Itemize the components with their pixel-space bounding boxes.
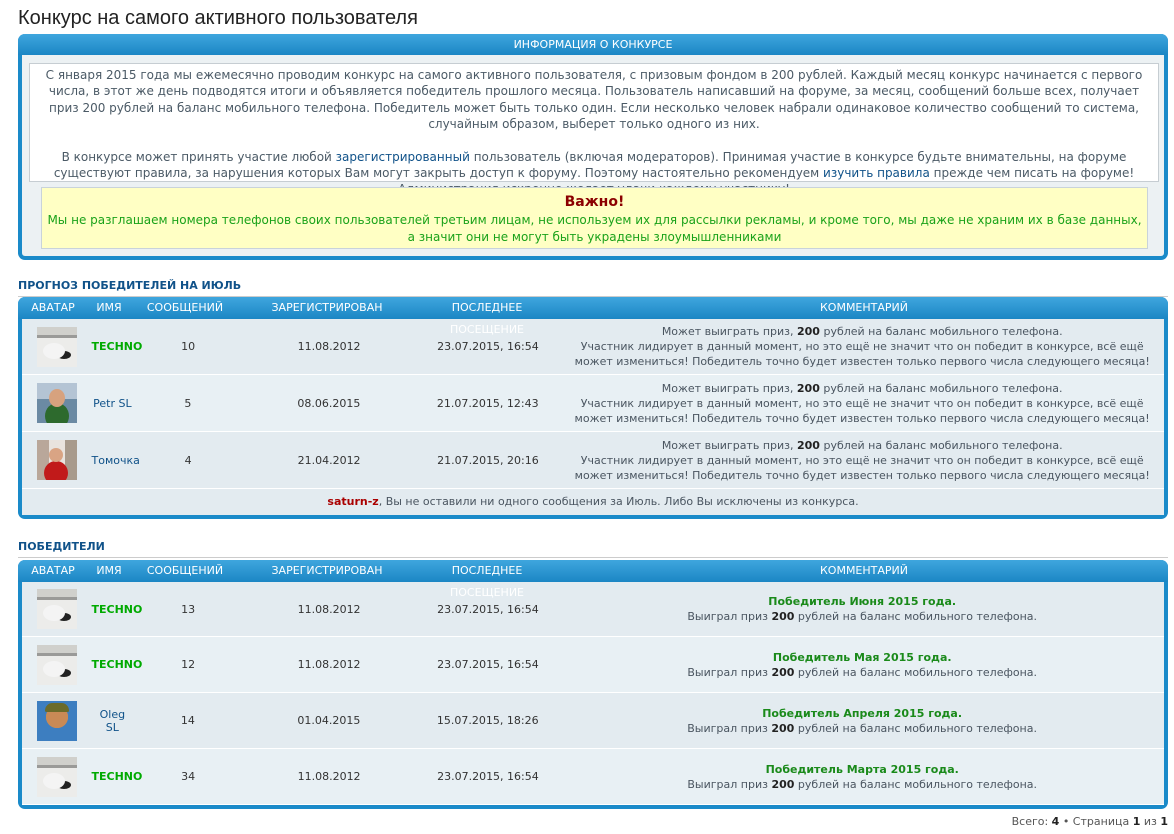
last-visit-cell: 23.07.2015, 16:54	[437, 340, 539, 353]
avatar[interactable]	[37, 383, 77, 423]
col-name: ИМЯ	[96, 301, 122, 314]
col-registered: ЗАРЕГИСТРИРОВАН	[271, 301, 383, 314]
important-text: Мы не разглашаем номера телефонов своих пользователей третьим лицам, не используем их для рассылки рекламы, и кроме того, мы даже не храним их в базе данных, а значит они не могут быть украдены злоумышленниками	[47, 213, 1142, 244]
user-status-text: , Вы не оставили ни одного сообщения за Июль. Либо Вы исключены из конкурса.	[378, 495, 859, 508]
name-cell	[92, 708, 134, 734]
table-row	[22, 375, 1164, 432]
avatar-cell	[22, 440, 92, 480]
comment-text: рублей на баланс мобильного телефона.	[819, 381, 1063, 395]
col-comment: КОММЕНТАРИЙ	[819, 564, 908, 577]
prize-amount: 200	[797, 438, 820, 452]
name-cell	[92, 397, 134, 410]
comment-cell	[560, 706, 1164, 736]
info-text-part: прежде чем писать на форуме!	[929, 166, 1135, 181]
current-page: 1	[1132, 815, 1141, 828]
posts-cell: 4	[184, 453, 192, 467]
user-status-note	[22, 489, 1164, 515]
total-count: 4	[1051, 815, 1060, 828]
posts-cell: 13	[181, 602, 196, 616]
avatar[interactable]	[37, 645, 77, 685]
winner-title: Победитель Апреля 2015 года.	[762, 706, 963, 720]
avatar-cell	[22, 645, 92, 685]
col-posts: СООБЩЕНИЙ	[146, 301, 224, 314]
forecast-section-title: ПРОГНОЗ ПОБЕДИТЕЛЕЙ НА ИЮЛЬ	[18, 279, 1168, 297]
name-cell	[91, 602, 143, 616]
col-registered: ЗАРЕГИСТРИРОВАН	[271, 564, 383, 577]
comment-text: Может выиграть приз,	[661, 438, 797, 452]
registered-cell: 21.04.2012	[297, 453, 361, 467]
avatar[interactable]	[37, 327, 77, 367]
posts-cell: 34	[181, 770, 196, 783]
user-link[interactable]: TECHNO	[91, 658, 143, 671]
prize-amount: 200	[771, 610, 795, 623]
name-cell	[91, 453, 140, 467]
user-link[interactable]: TECHNO	[91, 602, 143, 616]
comment-cell	[560, 594, 1164, 624]
avatar[interactable]	[37, 757, 77, 797]
table-row	[22, 749, 1164, 805]
pagination	[1012, 815, 1168, 828]
last-visit-cell: 23.07.2015, 16:54	[437, 770, 539, 783]
col-comment: КОММЕНТАРИЙ	[819, 301, 908, 314]
avatar-cell	[22, 589, 92, 629]
current-user-name[interactable]: saturn-z	[327, 495, 379, 508]
prize-amount: 200	[771, 777, 795, 791]
last-visit-cell: 21.07.2015, 20:16	[437, 453, 539, 467]
info-text-part: В конкурсе может принять участие любой	[61, 149, 336, 164]
comment-text: Выиграл приз	[687, 721, 772, 735]
name-cell	[91, 340, 143, 353]
page-label: • Страница	[1059, 815, 1133, 828]
winner-title: Победитель Июня 2015 года.	[768, 595, 957, 608]
of-label: из	[1140, 815, 1161, 828]
comment-text: Выиграл приз	[687, 665, 772, 679]
col-posts: СООБЩЕНИЙ	[146, 564, 224, 577]
comment-text: Выиграл приз	[687, 777, 772, 791]
user-link[interactable]: TECHNO	[91, 340, 143, 353]
info-paragraph-2	[38, 149, 1150, 182]
name-cell	[91, 770, 143, 783]
total-label: Всего:	[1011, 815, 1052, 828]
comment-text: рублей на баланс мобильного телефона.	[819, 438, 1063, 452]
prize-amount: 200	[796, 381, 820, 395]
comment-cell	[560, 650, 1164, 680]
table-row	[22, 319, 1164, 375]
col-avatar: АВАТАР	[31, 564, 75, 577]
page-title: Конкурс на самого активного пользователя	[18, 7, 418, 29]
comment-text: Может выиграть приз,	[661, 325, 797, 338]
registered-cell: 08.06.2015	[297, 396, 361, 410]
registered-link[interactable]: зарегистрированный	[335, 149, 470, 164]
registered-cell: 11.08.2012	[297, 658, 361, 671]
table-row	[22, 693, 1164, 749]
contest-info-panel	[18, 34, 1168, 260]
winners-section-title: ПОБЕДИТЕЛИ	[18, 540, 1168, 558]
user-link[interactable]: Petr SL	[93, 396, 132, 410]
table-row	[22, 582, 1164, 637]
total-pages: 1	[1160, 815, 1168, 828]
forecast-table	[18, 297, 1168, 519]
registered-cell: 01.04.2015	[297, 714, 361, 727]
table-row	[22, 432, 1164, 489]
winner-title: Победитель Марта 2015 года.	[765, 762, 959, 776]
winner-title: Победитель Мая 2015 года.	[772, 650, 952, 664]
rules-link[interactable]: изучить правила	[823, 166, 930, 181]
comment-text: рублей на баланс мобильного телефона.	[794, 665, 1038, 679]
comment-text: Может выиграть приз,	[661, 381, 797, 395]
avatar[interactable]	[37, 589, 77, 629]
last-visit-cell: 15.07.2015, 18:26	[436, 714, 539, 727]
comment-text: Участник лидирует в данный момент, но это ещё не значит что он победит в конкурсе, всё ещё может измениться! Победитель точно будет известен только первого числа следующего месяца!	[574, 396, 1150, 425]
last-visit-cell: 23.07.2015, 16:54	[437, 602, 539, 616]
avatar-cell	[22, 383, 92, 423]
avatar[interactable]	[37, 701, 77, 741]
posts-cell: 14	[180, 714, 195, 727]
prize-amount: 200	[771, 665, 795, 679]
winners-table	[18, 560, 1168, 809]
comment-cell	[560, 381, 1164, 426]
important-notice	[41, 187, 1148, 249]
winners-table-header	[18, 560, 1168, 599]
user-link[interactable]: TECHNO	[91, 770, 143, 783]
avatar-cell	[22, 701, 92, 741]
comment-text: рублей на баланс мобильного телефона.	[794, 610, 1038, 623]
posts-cell: 12	[181, 658, 196, 671]
prize-amount: 200	[771, 721, 795, 735]
user-link[interactable]: Томочка	[91, 453, 140, 467]
posts-cell: 5	[184, 396, 192, 410]
info-panel-header: ИНФОРМАЦИЯ О КОНКУРСЕ	[18, 34, 1168, 55]
comment-cell	[560, 438, 1164, 483]
col-avatar: АВАТАР	[31, 301, 75, 314]
comment-text: Участник лидирует в данный момент, но это ещё не значит что он победит в конкурсе, всё ещё может измениться! Победитель точно будет известен только первого числа следующего месяца!	[574, 453, 1150, 482]
winners-rows	[22, 582, 1164, 805]
avatar-cell	[22, 757, 92, 797]
user-link[interactable]: Oleg SL	[99, 707, 126, 734]
info-text-box	[29, 63, 1159, 182]
important-title: Важно!	[564, 194, 625, 210]
col-last-visit: ПОСЛЕДНЕЕ ПОСЕЩЕНИЕ	[450, 301, 524, 336]
avatar-cell	[22, 327, 92, 367]
comment-text: рублей на баланс мобильного телефона.	[794, 721, 1037, 735]
comment-text: рублей на баланс мобильного телефона.	[794, 777, 1038, 791]
comment-text: Выиграл приз	[687, 610, 772, 623]
comment-cell	[560, 762, 1164, 792]
last-visit-cell: 21.07.2015, 12:43	[436, 396, 539, 410]
name-cell	[91, 658, 143, 671]
info-text-part: пользователь (включая модераторов). Принимая участие в конкурсе будьте внимательны, на форуме существуют правила, за нарушения которых Вам могут закрыть доступ к форуму. Поэтому настоятельно рекомендуем	[53, 149, 1127, 181]
prize-amount: 200	[797, 325, 820, 338]
info-paragraph-1: С января 2015 года мы ежемесячно проводим конкурс на самого активного пользователя, с призовым фондом в 200 рублей. Каждый месяц конкурс начинается с первого числа, в этот же день подводятся итоги и объявляется победитель прошлого месяца. Пользователь написавший на форуме, за месяц, сообщений больше всех, получает приз 200 рублей на баланс мобильного телефона. Победитель может быть только один. Если несколько человек набрали одинаковое количество сообщений то система, случайным образом, выберет только одного из них.	[45, 68, 1143, 132]
posts-cell: 10	[181, 340, 196, 353]
last-visit-cell: 23.07.2015, 16:54	[437, 658, 539, 671]
registered-cell: 11.08.2012	[297, 770, 361, 783]
forecast-rows	[22, 319, 1164, 489]
col-name: ИМЯ	[96, 564, 122, 577]
registered-cell: 11.08.2012	[297, 602, 361, 616]
table-row	[22, 637, 1164, 693]
comment-text: рублей на баланс мобильного телефона.	[819, 325, 1063, 338]
comment-text: Участник лидирует в данный момент, но это ещё не значит что он победит в конкурсе, всё ещё может измениться! Победитель точно будет известен только первого числа следующего месяца!	[574, 340, 1150, 368]
avatar[interactable]	[37, 440, 77, 480]
registered-cell: 11.08.2012	[297, 340, 361, 353]
col-last-visit: ПОСЛЕДНЕЕ ПОСЕЩЕНИЕ	[450, 564, 524, 599]
comment-cell	[560, 324, 1164, 369]
